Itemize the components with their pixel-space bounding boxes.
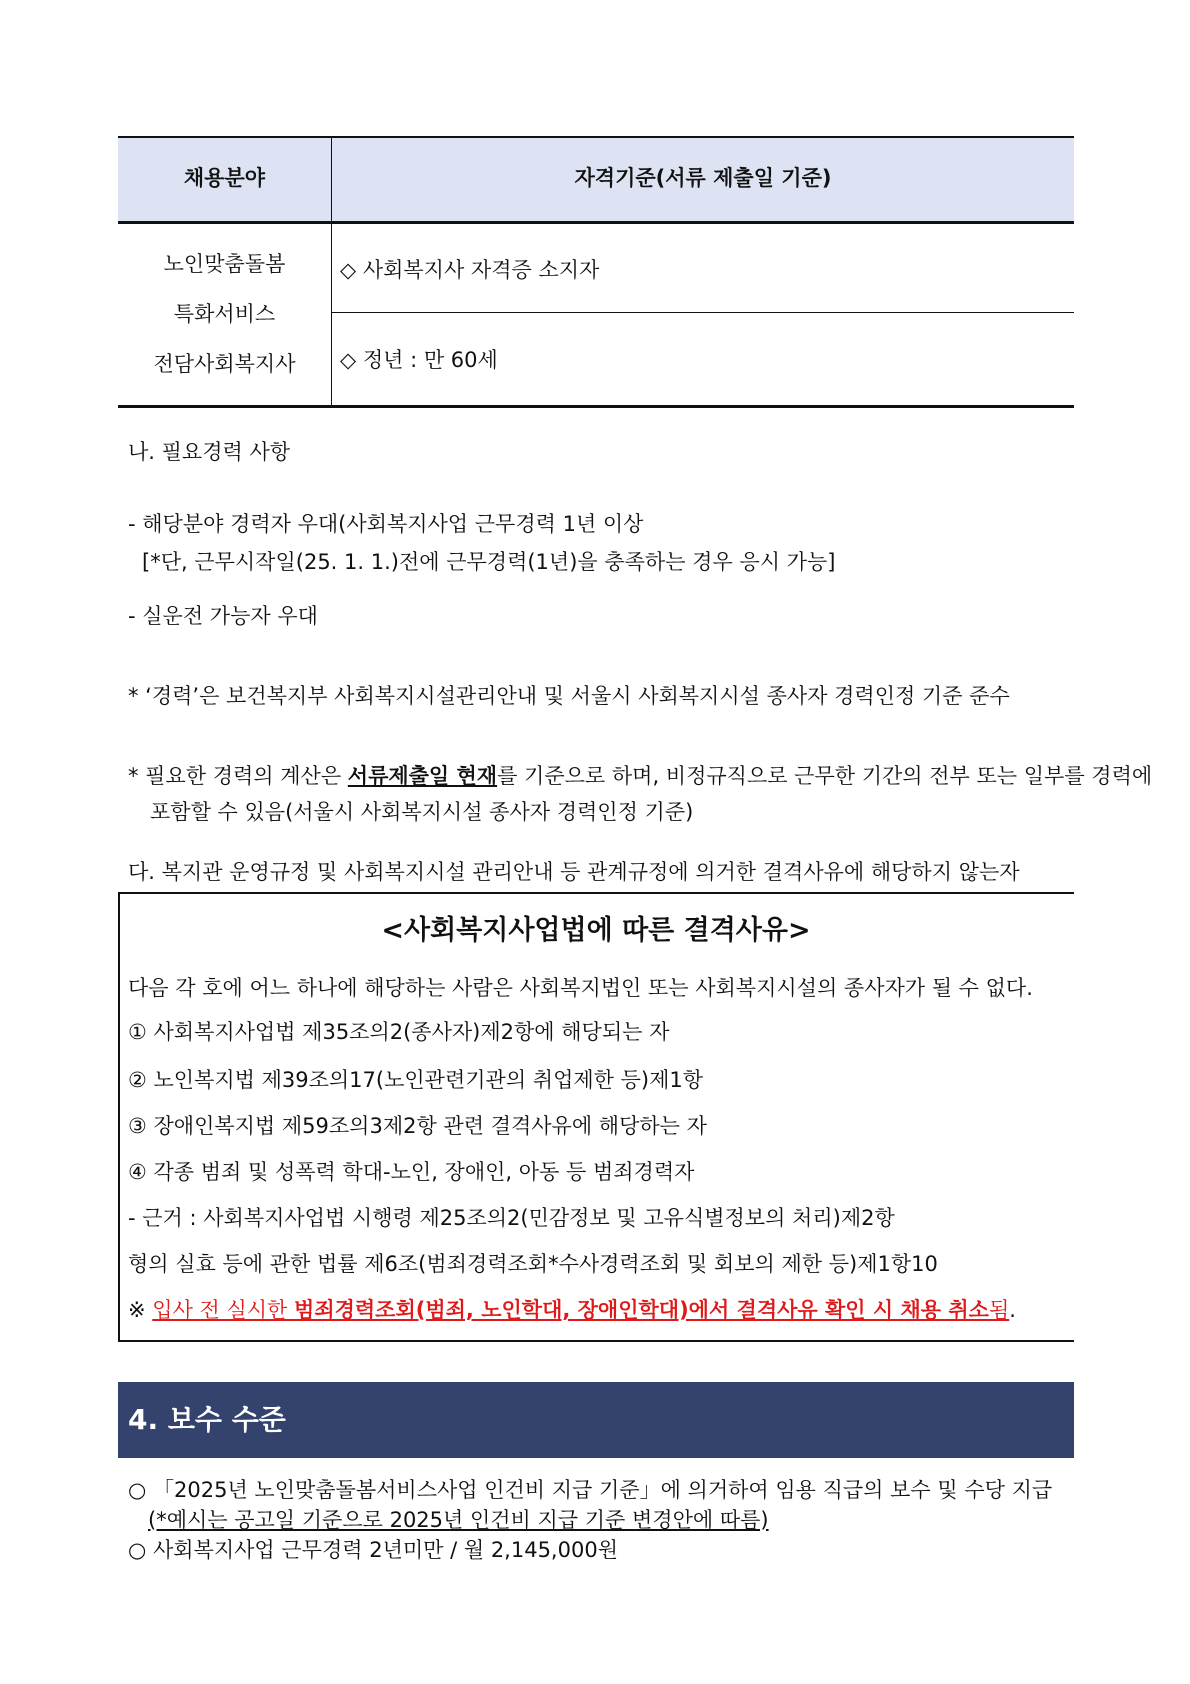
- field-line-2: 특화서비스: [173, 302, 276, 326]
- experience-item-1-note: [*단, 근무시작일(25. 1. 1.)전에 근무경력(1년)을 충족하는 경우 응시 가능]: [142, 550, 836, 574]
- criteria-retirement-age: ◇ 정년 : 만 60세: [340, 348, 498, 372]
- experience-heading: 나. 필요경력 사항: [128, 440, 291, 464]
- salary-line-2: (*예시는 공고일 기준으로 2025년 인건비 지급 기준 변경안에 따름): [148, 1508, 769, 1532]
- disqualification-item-2: ② 노인복지법 제39조의17(노인관련기관의 취업제한 등)제1항: [128, 1068, 704, 1092]
- experience-item-1: - 해당분야 경력자 우대(사회복지사업 근무경력 1년 이상: [128, 512, 644, 536]
- disqualification-box-title: <사회복지사업법에 따른 결격사유>: [381, 915, 811, 946]
- field-line-3: 전담사회복지사: [153, 352, 296, 376]
- disqualification-basis-2: 형의 실효 등에 관한 법률 제6조(범죄경력조회*수사경력조회 및 회보의 제한 등)제1항10: [128, 1252, 938, 1276]
- table-row-divider: [332, 312, 1074, 313]
- experience-note-2: [128, 760, 1152, 790]
- experience-note-2-prefix: * 필요한 경력의 계산은: [128, 764, 348, 788]
- warning-end: .: [1009, 1298, 1016, 1322]
- warning-bold: 범죄경력조회(범죄, 노인학대, 장애인학대)에서 결격사유 확인 시 채용 취소: [294, 1298, 989, 1322]
- disqualification-item-4: ④ 각종 범죄 및 성폭력 학대-노인, 장애인, 아동 등 범죄경력자: [128, 1160, 695, 1184]
- disqualification-heading: 다. 복지관 운영규정 및 사회복지시설 관리안내 등 관계규정에 의거한 결격사유에 해당하지 않는자: [128, 860, 1020, 884]
- disqualification-intro: 다음 각 호에 어느 하나에 해당하는 사람은 사회복지법인 또는 사회복지시설의 종사자가 될 수 없다.: [128, 976, 1033, 1000]
- warning-mark: ※: [128, 1298, 153, 1322]
- experience-note-2-emphasis: 서류제출일 현재: [347, 764, 498, 788]
- table-header-criteria: 자격기준(서류 제출일 기준): [574, 166, 832, 190]
- warning-tail: 됨: [988, 1298, 1010, 1322]
- experience-note-1: * ‘경력’은 보건복지부 사회복지시설관리안내 및 서울시 사회복지시설 종사자 경력인정 기준 준수: [128, 684, 1010, 708]
- experience-note-2-suffix: 를 기준으로 하며, 비정규직으로 근무한 기간의 전부 또는 일부를 경력에: [497, 764, 1153, 788]
- disqualification-item-1: ① 사회복지사업법 제35조의2(종사자)제2항에 해당되는 자: [128, 1020, 670, 1044]
- table-bottom-border: [118, 405, 1074, 408]
- criteria-license: ◇ 사회복지사 자격증 소지자: [340, 258, 600, 282]
- section-4-title: 4. 보수 수준: [128, 1403, 286, 1436]
- disqualification-basis-1: - 근거 : 사회복지사업법 시행령 제25조의2(민감정보 및 고유식별정보의 처리)제2항: [128, 1206, 895, 1230]
- disqualification-warning: [128, 1294, 1016, 1324]
- disqualification-item-3: ③ 장애인복지법 제59조의3제2항 관련 결격사유에 해당하는 자: [128, 1114, 707, 1138]
- field-line-1: 노인맞춤돌봄: [163, 252, 286, 276]
- salary-line-1: ○ 「2025년 노인맞춤돌봄서비스사업 인건비 지급 기준」에 의거하여 임용 직급의 보수 및 수당 지급: [128, 1478, 1053, 1502]
- salary-line-3: ○ 사회복지사업 근무경력 2년미만 / 월 2,145,000원: [128, 1538, 618, 1562]
- experience-item-2: - 실운전 가능자 우대: [128, 604, 318, 628]
- experience-note-2-line-2: 포함할 수 있음(서울시 사회복지시설 종사자 경력인정 기준): [150, 800, 694, 824]
- warning-plain: 입사 전 실시한: [152, 1298, 295, 1322]
- table-header-field: 채용분야: [183, 166, 266, 190]
